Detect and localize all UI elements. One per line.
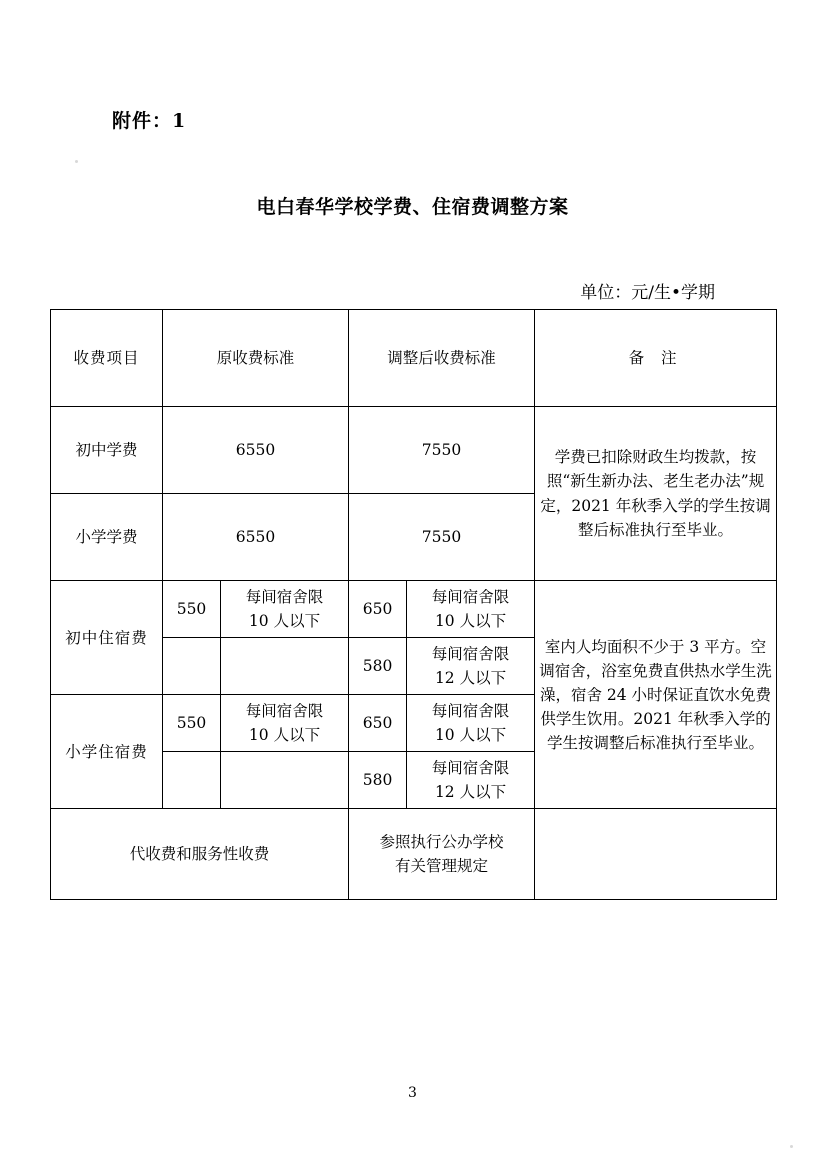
cond-line: 每间宿舍限 bbox=[431, 588, 510, 606]
cond-line: 10 人以下 bbox=[434, 612, 507, 631]
row-original-primary-tuition: 6550 bbox=[163, 494, 349, 581]
junior-dorm-adjusted-cond-1 bbox=[407, 581, 535, 638]
primary-dorm-original-price-1: 550 bbox=[163, 695, 221, 752]
cond-line: 每间宿舍限 bbox=[245, 702, 324, 721]
primary-dorm-original-cond-1 bbox=[221, 695, 349, 752]
cond-line: 每间宿舍限 bbox=[431, 759, 510, 778]
junior-dorm-adjusted-cond-2 bbox=[407, 638, 535, 695]
header-adjusted: 调整后收费标准 bbox=[349, 310, 535, 407]
cond-line: 每间宿舍限 bbox=[245, 588, 324, 606]
header-original: 原收费标准 bbox=[163, 310, 349, 407]
misc-line: 参照执行公办学校 bbox=[379, 833, 504, 852]
row-item-misc-fees: 代收费和服务性收费 bbox=[51, 809, 349, 900]
remark-misc-fees bbox=[535, 809, 777, 900]
page-title: 电白春华学校学费、住宿费调整方案 bbox=[256, 196, 569, 218]
cond-line: 每间宿舍限 bbox=[431, 645, 510, 664]
scan-speck bbox=[75, 160, 78, 163]
row-item-primary-tuition: 小学学费 bbox=[51, 494, 163, 581]
row-adjusted-junior-tuition: 7550 bbox=[349, 407, 535, 494]
primary-dorm-original-cond-2 bbox=[221, 752, 349, 809]
junior-dorm-adjusted-price-2: 580 bbox=[349, 638, 407, 695]
row-item-primary-dorm: 小学住宿费 bbox=[51, 695, 163, 809]
cond-line: 12 人以下 bbox=[434, 783, 507, 802]
row-adjusted-misc-fees bbox=[349, 809, 535, 900]
table-row bbox=[51, 809, 777, 900]
junior-dorm-original-cond-1 bbox=[221, 581, 349, 638]
primary-dorm-adjusted-price-1: 650 bbox=[349, 695, 407, 752]
junior-dorm-original-price-1: 550 bbox=[163, 581, 221, 638]
row-item-junior-dorm: 初中住宿费 bbox=[51, 581, 163, 695]
primary-dorm-adjusted-cond-1 bbox=[407, 695, 535, 752]
fee-table bbox=[50, 309, 777, 900]
junior-dorm-original-cond-2 bbox=[221, 638, 349, 695]
unit-note: 单位：元/生•学期 bbox=[580, 283, 715, 303]
row-original-junior-tuition: 6550 bbox=[163, 407, 349, 494]
remark-tuition: 学费已扣除财政生均拨款，按照“新生新办法、老生老办法”规定，2021 年秋季入学的学生按调整后标准执行至毕业。 bbox=[535, 407, 777, 581]
misc-line: 有关管理规定 bbox=[395, 857, 489, 876]
header-remark: 备 注 bbox=[535, 310, 777, 407]
primary-dorm-adjusted-price-2: 580 bbox=[349, 752, 407, 809]
cond-line: 10 人以下 bbox=[434, 726, 507, 745]
cond-line: 10 人以下 bbox=[248, 726, 321, 745]
cond-line: 12 人以下 bbox=[434, 669, 507, 688]
attachment-label: 附件：1 bbox=[112, 110, 187, 132]
junior-dorm-adjusted-price-1: 650 bbox=[349, 581, 407, 638]
primary-dorm-adjusted-cond-2 bbox=[407, 752, 535, 809]
primary-dorm-original-price-2 bbox=[163, 752, 221, 809]
cond-line: 每间宿舍限 bbox=[431, 702, 510, 721]
header-item: 收费项目 bbox=[51, 310, 163, 407]
scan-speck bbox=[790, 1145, 793, 1148]
table-row bbox=[51, 581, 777, 638]
table-header-row bbox=[51, 310, 777, 407]
remark-dorm: 室内人均面积不少于 3 平方。空调宿舍，浴室免费直供热水学生洗澡，宿舍 24 小时保证直饮水免费供学生饮用。2021 年秋季入学的学生按调整后标准执行至毕业。 bbox=[535, 581, 777, 809]
cond-line: 10 人以下 bbox=[248, 612, 321, 631]
table-row bbox=[51, 407, 777, 494]
row-item-junior-tuition: 初中学费 bbox=[51, 407, 163, 494]
row-adjusted-primary-tuition: 7550 bbox=[349, 494, 535, 581]
junior-dorm-original-price-2 bbox=[163, 638, 221, 695]
page-number: 3 bbox=[408, 1085, 417, 1101]
